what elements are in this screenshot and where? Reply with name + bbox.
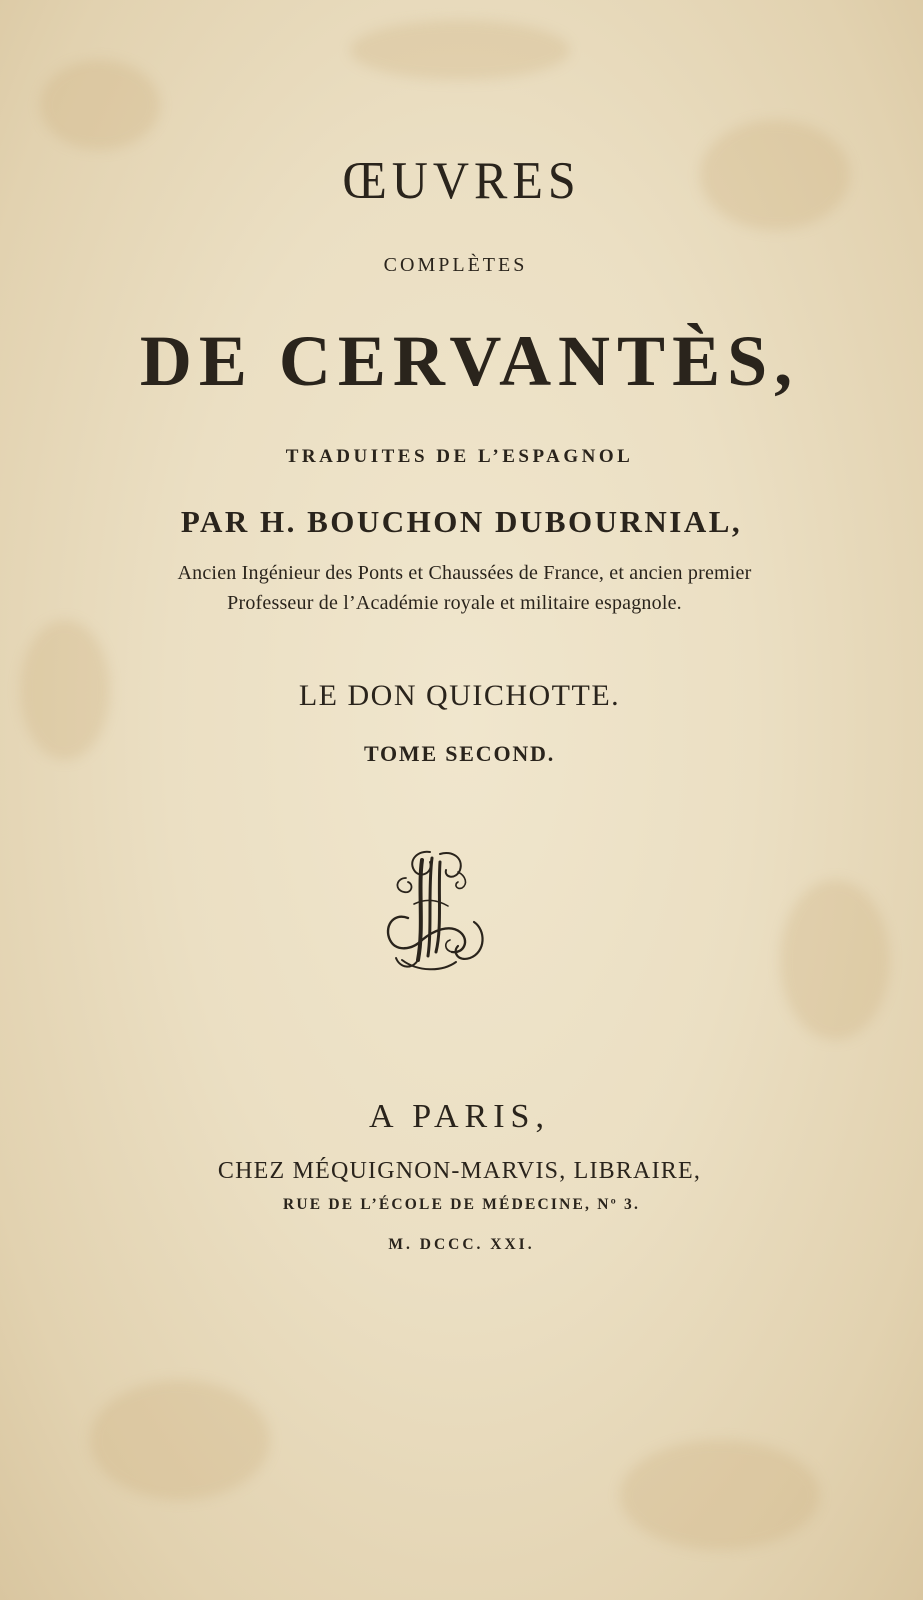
imprint-city: A PARIS, [369,1098,550,1135]
imprint-publisher: CHEZ MÉQUIGNON-MARVIS, LIBRAIRE, [217,1158,702,1184]
imprint-address: RUE DE L’ÉCOLE DE MÉDECINE, Nº 3. [282,1196,641,1213]
imprint-year: M. DCCC. XXI. [388,1236,535,1253]
translator-name: PAR H. BOUCHON DUBOURNIAL, [180,504,743,539]
foxing-stain [620,1440,820,1550]
foxing-stain [40,60,160,150]
foxing-stain [90,1380,270,1500]
title: ŒUVRES [342,150,581,210]
volume-label: TOME SECOND. [363,741,556,766]
calligraphic-monogram-icon [378,848,490,974]
foxing-stain [780,880,890,1040]
translator-credential-line: Professeur de l’Académie royale et militaire espagnole. [227,592,682,614]
foxing-stain [350,20,570,80]
translation-note: TRADUITES DE L’ESPAGNOL [285,446,634,467]
subtitle: COMPLÈTES [383,254,528,276]
translator-credential-line: Ancien Ingénieur des Ponts et Chaussées de France, et ancien premier [177,562,752,584]
author-name: DE CERVANTÈS, [139,321,800,401]
work-title: LE DON QUICHOTTE. [298,679,621,712]
